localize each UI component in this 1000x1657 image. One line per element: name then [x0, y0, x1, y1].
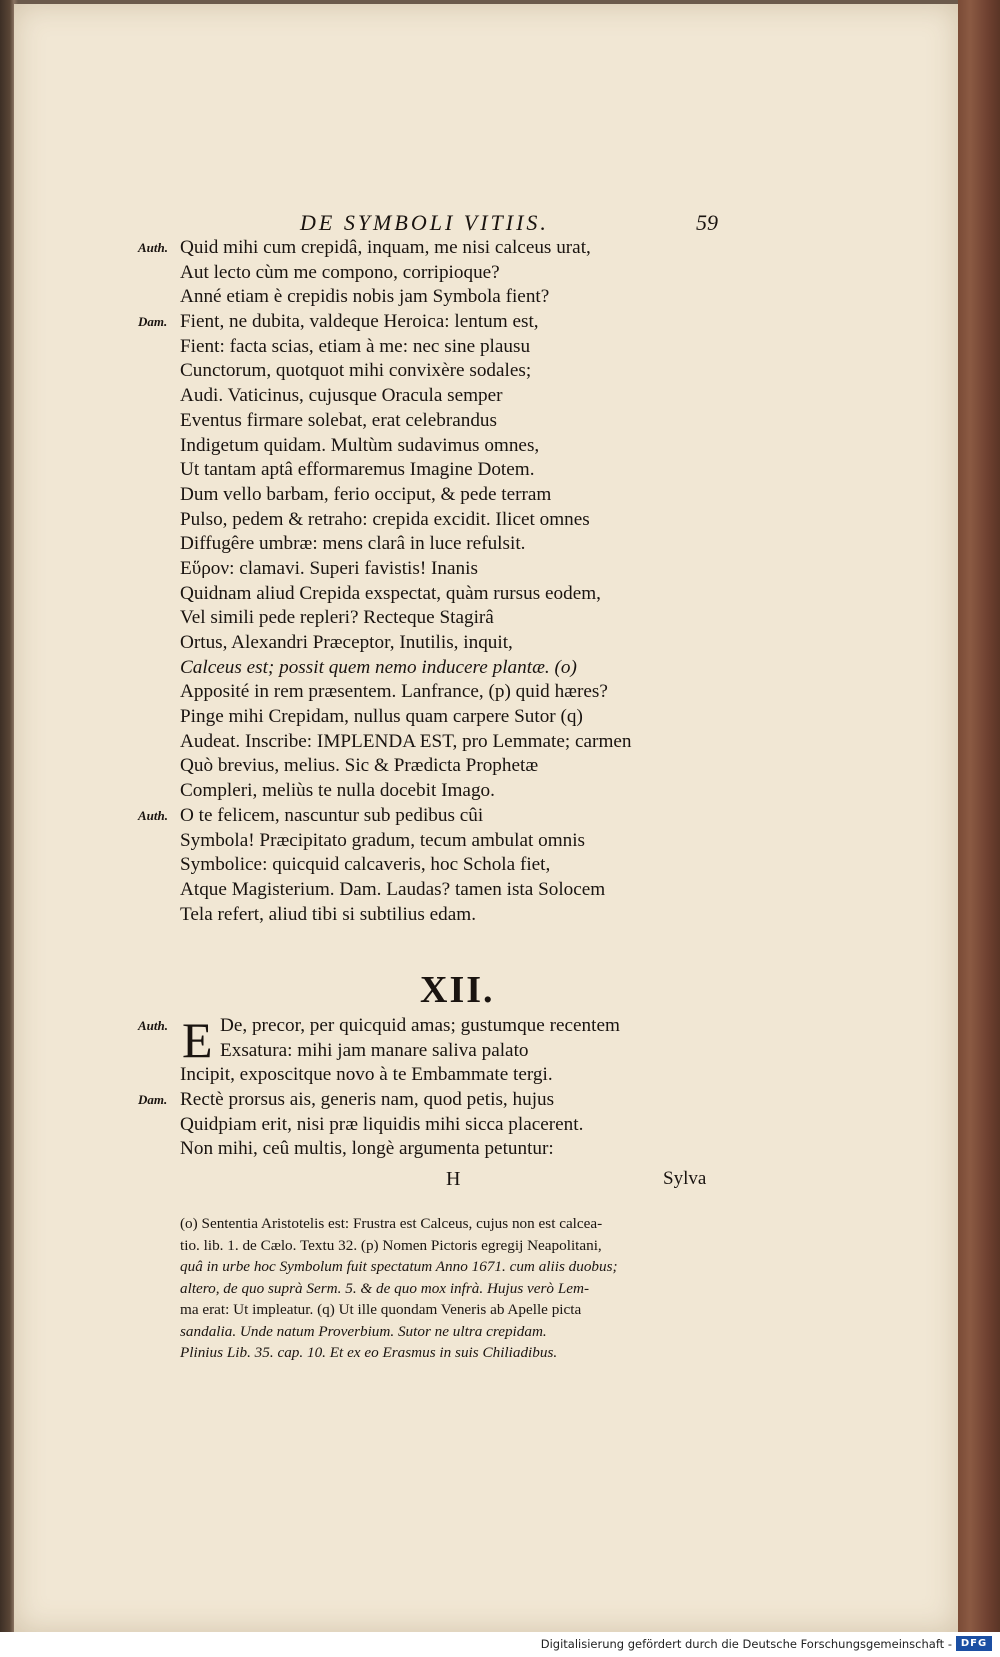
verse-text: Quid mihi cum crepidâ, inquam, me nisi calceus urat,	[180, 237, 591, 258]
verse-line	[180, 261, 740, 286]
verse-line	[180, 532, 740, 557]
verse-line	[180, 730, 740, 755]
verse-line	[180, 582, 740, 607]
verse-line	[138, 1014, 740, 1039]
catchword: Sylva	[663, 1168, 707, 1189]
verse-text: Diffugêre umbræ: mens clarâ in luce refulsit.	[180, 533, 526, 555]
footnotes	[180, 1213, 720, 1364]
verse-text: Quidnam aliud Crepida exspectat, quàm rursus eodem,	[180, 582, 601, 604]
verse-line	[180, 631, 740, 656]
verse-line	[180, 557, 740, 582]
verse-text: Quidpiam erit, nisi præ liquidis mihi sicca placerent.	[180, 1113, 584, 1135]
verse-text: Cunctorum, quotquot mihi convixère sodales;	[180, 360, 532, 382]
verse-text: Dum vello barbam, ferio occiput, & pede terram	[180, 483, 552, 505]
verse-text: Pinge mihi Crepidam, nullus quam carpere Sutor (q)	[180, 706, 583, 728]
verse-line	[180, 359, 740, 384]
verse-text: Apposité in rem præsentem. Lanfrance, (p) quid hæres?	[180, 681, 608, 703]
running-title: DE SYMBOLI VITIIS.	[300, 210, 549, 235]
footnote-line: (o) Sententia Aristotelis est: Frustra est Calceus, cujus non est calcea-	[180, 1215, 603, 1232]
verse-line	[180, 1113, 740, 1138]
verse-line	[138, 236, 740, 261]
section-heading: XII.	[420, 969, 495, 1011]
verse-line	[180, 285, 740, 310]
verse-line	[180, 458, 740, 483]
footnote-line: quâ in urbe hoc Symbolum fuit spectatum Anno 1671. cum aliis duobus;	[180, 1258, 618, 1275]
verse-line	[180, 508, 740, 533]
verse-text: O te felicem, nascuntur sub pedibus cûi	[180, 804, 484, 826]
verse-line	[180, 853, 740, 878]
footer-bar	[0, 1632, 1000, 1657]
verse-line	[180, 779, 740, 804]
verse-line	[180, 1039, 740, 1064]
book-edge	[958, 0, 1000, 1632]
verse-text: Calceus est; possit quem nemo inducere plantæ. (o)	[180, 656, 577, 678]
verse-text: Anné etiam è crepidis nobis jam Symbola fient?	[180, 286, 550, 308]
verse-line	[180, 878, 740, 903]
footnote-line: ma erat: Ut impleatur. (q) Ut ille quondam Veneris ab Apelle picta	[180, 1301, 582, 1318]
verse-text: Fient: facta scias, etiam à me: nec sine plausu	[180, 335, 531, 357]
verse-text: Pulso, pedem & retraho: crepida excidit. Ilicet omnes	[180, 508, 590, 530]
verse-text: Atque Magisterium. Dam. Laudas? tamen ista Solocem	[180, 878, 606, 900]
verse-text: Eventus firmare solebat, erat celebrandus	[180, 409, 497, 431]
verse-text: Symbolice: quicquid calcaveris, hoc Schola fiet,	[180, 854, 551, 876]
verse-line	[180, 335, 740, 360]
footnote-line: altero, de quo suprà Serm. 5. & de quo mox infrà. Hujus verò Lem-	[180, 1279, 590, 1297]
verse-text: Audi. Vaticinus, cujusque Oracula semper	[180, 385, 503, 407]
verse-line	[180, 656, 740, 681]
verse-text: Indigetum quidam. Multùm sudavimus omnes,	[180, 434, 540, 456]
verse-line	[180, 1063, 740, 1088]
verse-text: Audeat. Inscribe: IMPLENDA EST, pro Lemmate; carmen	[180, 730, 632, 752]
verse-text: Rectè prorsus ais, generis nam, quod petis, hujus	[180, 1089, 555, 1111]
page-number: 59	[696, 210, 718, 235]
verse-line	[138, 804, 740, 829]
verse-text: Ut tantam aptâ efformaremus Imagine Dotem.	[180, 459, 535, 481]
signature-mark: H	[446, 1168, 461, 1190]
verse-text: Non mihi, ceû multis, longè argumenta petuntur:	[180, 1138, 554, 1160]
verse-text: Εὕρον: clamavi. Superi favistis! Inanis	[180, 557, 478, 579]
footnote-line: tio. lib. 1. de Cælo. Textu 32. (p) Nomen Pictoris egregij Neapolitani,	[180, 1236, 602, 1254]
verse-line	[180, 829, 740, 854]
speaker-label: Dam.	[138, 314, 168, 330]
verse-text: Exsatura: mihi jam manare saliva palato	[220, 1039, 529, 1061]
verse-text: Tela refert, aliud tibi si subtilius edam.	[180, 903, 476, 925]
speaker-label: Auth.	[138, 807, 168, 823]
footnote-line: Plinius Lib. 35. cap. 10. Et ex eo Erasmus in suis Chiliadibus.	[180, 1344, 558, 1361]
funding-credit: Digitalisierung gefördert durch die Deutsche Forschungsgemeinschaft -	[540, 1637, 952, 1651]
dfg-logo: DFG	[956, 1636, 992, 1651]
verse-line	[180, 1137, 740, 1162]
verse-line	[180, 409, 740, 434]
speaker-label: Dam.	[138, 1092, 168, 1108]
dialogue-block	[138, 236, 740, 927]
verse-line	[180, 903, 740, 928]
verse-text: Quò brevius, melius. Sic & Prædicta Prophetæ	[180, 755, 539, 777]
drop-cap: E	[182, 1012, 213, 1068]
verse-line	[180, 754, 740, 779]
verse-text: Fient, ne dubita, valdeque Heroica: lentum est,	[180, 311, 539, 333]
speaker-label: Auth.	[138, 1018, 168, 1033]
verse-text: Vel simili pede repleri? Recteque Stagirâ	[180, 607, 494, 629]
verse-line	[180, 705, 740, 730]
verse-line	[180, 384, 740, 409]
verse-line	[180, 434, 740, 459]
verse-text: Aut lecto cùm me compono, corripioque?	[180, 261, 500, 283]
section-block	[138, 1014, 740, 1162]
verse-text: Symbola! Præcipitato gradum, tecum ambulat omnis	[180, 829, 586, 851]
verse-line	[138, 1088, 740, 1113]
verse-line	[180, 680, 740, 705]
speaker-label: Auth.	[138, 240, 168, 255]
verse-text: Incipit, exposcitque novo à te Embammate tergi.	[180, 1064, 553, 1086]
footnote-line: sandalia. Unde natum Proverbium. Sutor ne ultra crepidam.	[180, 1322, 547, 1340]
verse-text: Ortus, Alexandri Præceptor, Inutilis, inquit,	[180, 632, 513, 653]
verse-line	[138, 310, 740, 335]
verse-line	[180, 483, 740, 508]
verse-line	[180, 606, 740, 631]
verse-text: Compleri, meliùs te nulla docebit Imago.	[180, 780, 495, 802]
verse-text: De, precor, per quicquid amas; gustumque recentem	[220, 1015, 620, 1036]
